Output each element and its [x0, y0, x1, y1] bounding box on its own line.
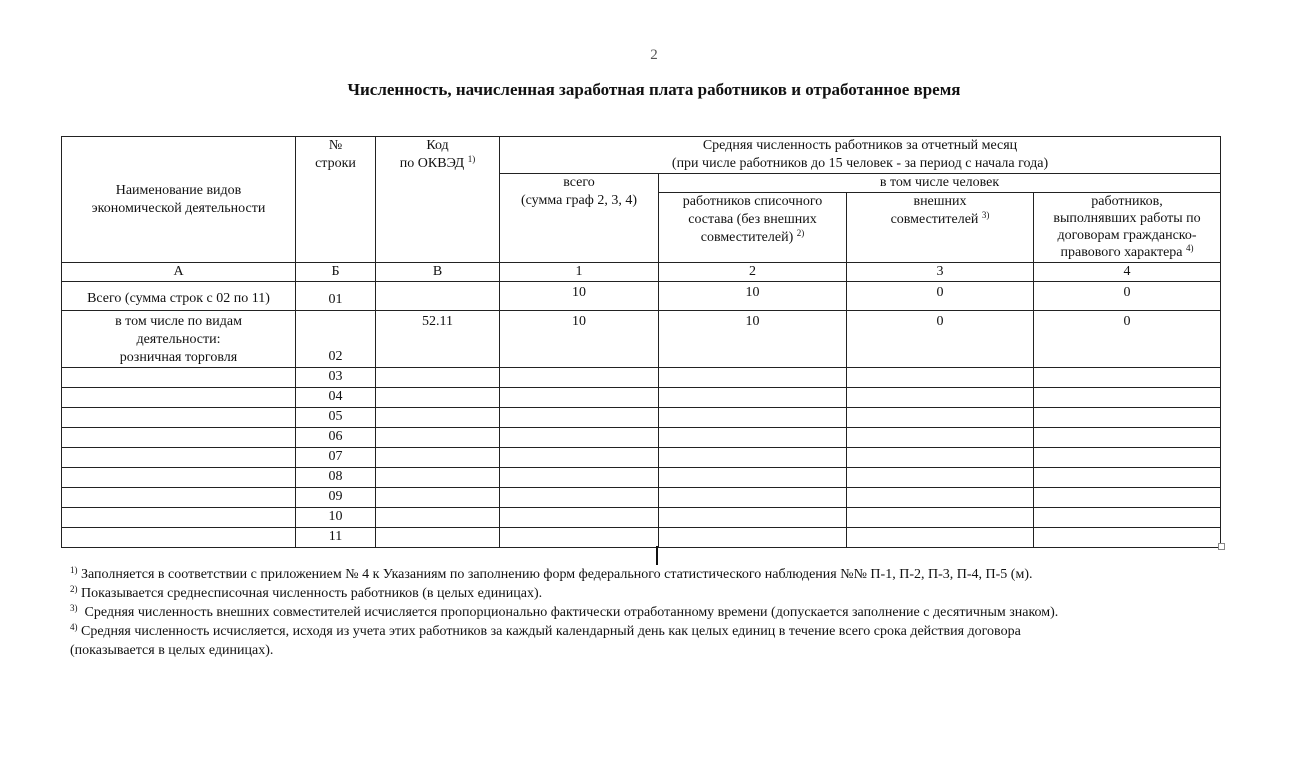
- header-external-parttime: внешних совместителей $^{3)}$: [847, 193, 1034, 263]
- header-total: всего (сумма граф 2, 3, 4): [500, 174, 659, 263]
- document-title: Численность, начисленная заработная плата работников и отработанное время: [347, 80, 961, 99]
- footnote-2: $^{2)}$ Показывается среднесписочная численность работников (в целых единицах).: [70, 584, 543, 601]
- external-cell: 0: [847, 311, 1034, 368]
- row-number: 11: [296, 528, 376, 548]
- footnote-1: $^{1)}$ Заполняется в соответствии с приложением № 4 к Указаниям по заполнению форм федерального статистического наблюдения №№ П-1, П-2, П-3, П-4, П-5 (м).: [70, 565, 1033, 582]
- table-row: [62, 448, 1221, 468]
- table-row: [62, 488, 1221, 508]
- row-number: 05: [296, 408, 376, 428]
- footnotes: [70, 565, 1220, 660]
- contract-cell: 0: [1034, 311, 1221, 368]
- header-avg-headcount: Средняя численность работников за отчетный месяц (при числе работников до 15 человек - за период с начала года): [500, 137, 1221, 174]
- header-row-number: № строки: [296, 137, 376, 263]
- table-row: [62, 368, 1221, 388]
- row-number: 02: [296, 311, 376, 368]
- row-number: 08: [296, 468, 376, 488]
- table-row: [62, 468, 1221, 488]
- row-number: 03: [296, 368, 376, 388]
- okved-cell: 52.11: [376, 311, 500, 368]
- table-row: [62, 528, 1221, 548]
- okved-cell: [376, 282, 500, 311]
- code-cell: А: [62, 263, 296, 282]
- total-cell: 10: [500, 311, 659, 368]
- code-cell: 4: [1034, 263, 1221, 282]
- total-cell: 10: [500, 282, 659, 311]
- row-name: в том числе по видам деятельности: розничная торговля: [62, 311, 296, 368]
- header-activity-name: Наименование видов экономической деятельности: [62, 137, 296, 263]
- code-cell: В: [376, 263, 500, 282]
- page-number: 2: [650, 47, 658, 63]
- row-number: 07: [296, 448, 376, 468]
- row-number: 10: [296, 508, 376, 528]
- row-number: 06: [296, 428, 376, 448]
- table-row: [62, 388, 1221, 408]
- row-name: Всего (сумма строк с 02 по 11): [62, 282, 296, 311]
- table-row: [62, 428, 1221, 448]
- table-row-total: [62, 282, 1221, 311]
- header-okved-code: Код по ОКВЭД $^{1)}$: [376, 137, 500, 263]
- table-row: [62, 408, 1221, 428]
- code-cell: 1: [500, 263, 659, 282]
- footnote-4: $^{4)}$ Средняя численность исчисляется, исходя из учета этих работников за каждый календарный день как целых единиц в течение всего срока действия договора: [70, 622, 1021, 639]
- payroll-cell: 10: [659, 282, 847, 311]
- row-number: 04: [296, 388, 376, 408]
- header-civil-contracts: работников, выполнявших работы по договорам гражданско- правового характера $^{4)}$: [1034, 193, 1221, 263]
- contract-cell: 0: [1034, 282, 1221, 311]
- external-cell: 0: [847, 282, 1034, 311]
- column-code-row: [62, 263, 1221, 282]
- table-row-retail: [62, 311, 1221, 368]
- code-cell: Б: [296, 263, 376, 282]
- row-number: 01: [296, 282, 376, 311]
- row-number: 09: [296, 488, 376, 508]
- payroll-cell: 10: [659, 311, 847, 368]
- code-cell: 3: [847, 263, 1034, 282]
- header-including: в том числе человек: [659, 174, 1221, 193]
- table-resize-handle[interactable]: [1218, 543, 1225, 550]
- text-cursor: [656, 546, 658, 565]
- code-cell: 2: [659, 263, 847, 282]
- footnote-3: $^{3)}$ Средняя численность внешних совместителей исчисляется пропорционально фактически отработанному времени (допускается заполнение с десятичным знаком).: [70, 603, 1059, 620]
- staff-table: [61, 136, 1221, 548]
- header-payroll-staff: работников списочного состава (без внешних совместителей) $^{2)}$: [659, 193, 847, 263]
- footnote-4-continued: (показывается в целых единицах).: [70, 643, 274, 658]
- table-row: [62, 508, 1221, 528]
